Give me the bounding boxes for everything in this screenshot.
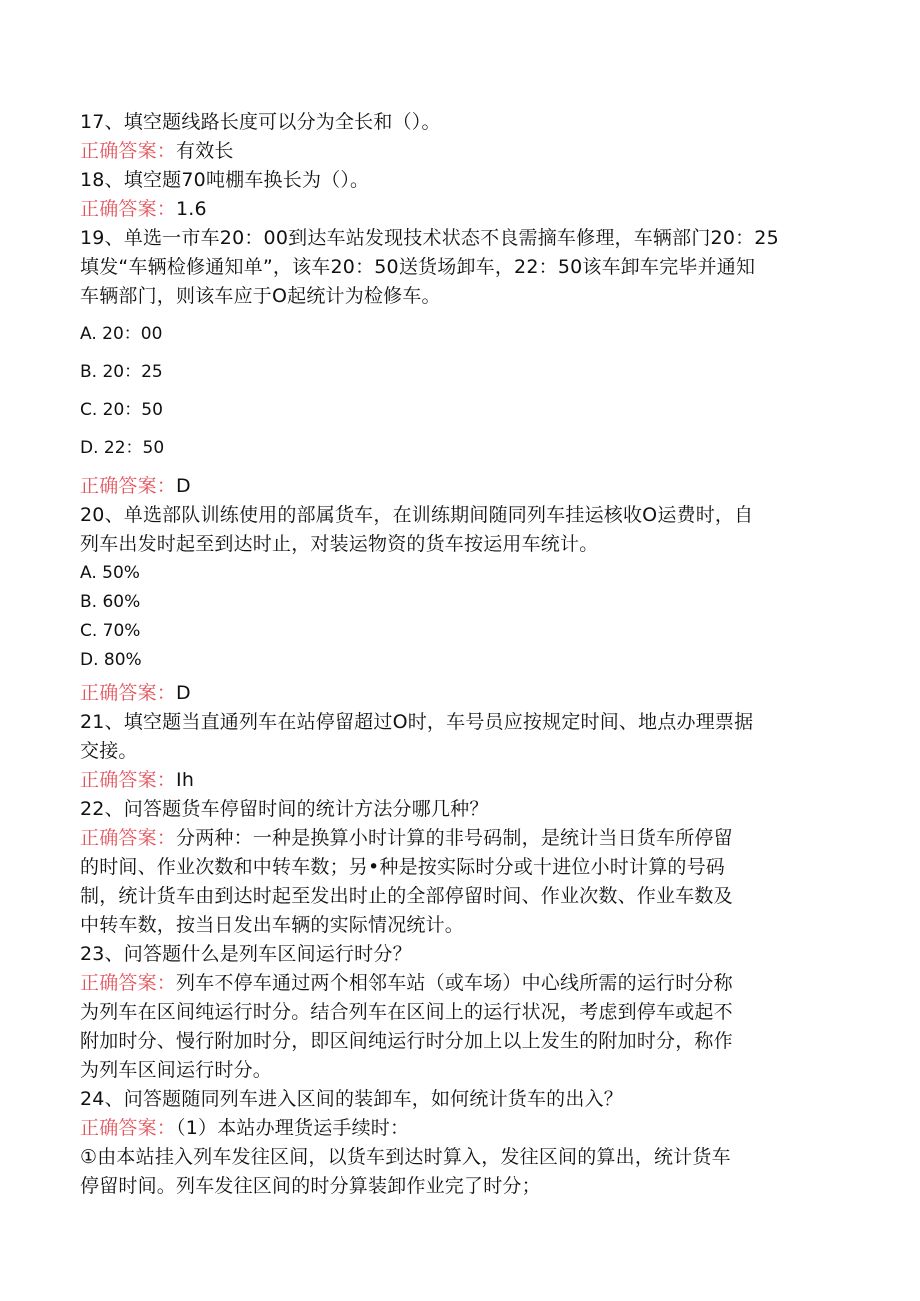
answer-label: 正确答案： bbox=[80, 682, 177, 704]
question-22: 22、问答题货车停留时间的统计方法分哪几种？ bbox=[80, 798, 489, 820]
question-18: 18、填空题70吨棚车换长为（）。 bbox=[80, 169, 370, 191]
answer-18: 正确答案：1.6 bbox=[80, 198, 207, 220]
answer-22-line-3: 制，统计货车由到达时起至发出时止的全部停留时间、作业次数、作业车数及 bbox=[80, 885, 733, 907]
question-21-line-1: 21、填空题当直通列车在站停留超过O时，车号员应按规定时间、地点办理票据 bbox=[80, 711, 754, 733]
question-20-line-1: 20、单选部队训练使用的部属货车，在训练期间随同列车挂运核收O运费时，自 bbox=[80, 504, 754, 526]
option-20-d: D. 80% bbox=[80, 650, 142, 670]
answer-23-line-4: 为列车区间运行时分。 bbox=[80, 1059, 273, 1081]
answer-label: 正确答案： bbox=[80, 769, 177, 791]
answer-21: 正确答案：Ih bbox=[80, 769, 195, 791]
option-20-c: C. 70% bbox=[80, 621, 141, 641]
option-19-a: A. 20：00 bbox=[80, 324, 163, 344]
question-17: 17、填空题线路长度可以分为全长和（）。 bbox=[80, 111, 441, 133]
option-19-d: D. 22：50 bbox=[80, 438, 165, 458]
question-20-line-2: 列车出发时起至到达时止，对装运物资的货车按运用车统计。 bbox=[80, 533, 599, 555]
answer-label: 正确答案： bbox=[80, 972, 177, 994]
question-19-line-1: 19、单选一市车20：00到达车站发现技术状态不良需摘车修理，车辆部门20：25 bbox=[80, 227, 779, 249]
question-23: 23、问答题什么是列车区间运行时分？ bbox=[80, 943, 412, 965]
answer-24-line-3: 停留时间。列车发往区间的时分算装卸作业完了时分； bbox=[80, 1175, 541, 1197]
question-19-line-2: 填发“车辆检修通知单”，该车20：50送货场卸车，22：50该车卸车完毕并通知 bbox=[80, 256, 756, 278]
question-21-line-2: 交接。 bbox=[80, 740, 138, 762]
answer-23-line-2: 为列车在区间纯运行时分。结合列车在区间上的运行状况，考虑到停车或起不 bbox=[80, 1001, 733, 1023]
option-20-b: B. 60% bbox=[80, 592, 141, 612]
answer-label: 正确答案： bbox=[80, 475, 177, 497]
question-24: 24、问答题随同列车进入区间的装卸车，如何统计货车的出入？ bbox=[80, 1088, 623, 1110]
question-19-line-3: 车辆部门，则该车应于O起统计为检修车。 bbox=[80, 285, 441, 307]
option-20-a: A. 50% bbox=[80, 563, 140, 583]
option-19-b: B. 20：25 bbox=[80, 362, 163, 382]
answer-23-line-1: 正确答案：列车不停车通过两个相邻车站（或车场）中心线所需的运行时分称 bbox=[80, 972, 733, 994]
answer-label: 正确答案： bbox=[80, 140, 177, 162]
answer-label: 正确答案： bbox=[80, 198, 177, 220]
answer-22-line-1: 正确答案：分两种：一种是换算小时计算的非号码制，是统计当日货车所停留 bbox=[80, 827, 733, 849]
answer-23-line-3: 附加时分、慢行附加时分，即区间纯运行时分加上以上发生的附加时分，称作 bbox=[80, 1030, 733, 1052]
answer-24-line-1: 正确答案：（1）本站办理货运手续时： bbox=[80, 1117, 410, 1139]
answer-22-line-2: 的时间、作业次数和中转车数；另•种是按实际时分或十进位小时计算的号码 bbox=[80, 856, 726, 878]
document-page bbox=[80, 108, 840, 1201]
answer-20: 正确答案：D bbox=[80, 682, 191, 704]
answer-22-line-4: 中转车数，按当日发出车辆的实际情况统计。 bbox=[80, 914, 465, 936]
answer-17: 正确答案：有效长 bbox=[80, 140, 234, 162]
answer-label: 正确答案： bbox=[80, 827, 177, 849]
option-19-c: C. 20：50 bbox=[80, 400, 163, 420]
answer-19: 正确答案：D bbox=[80, 475, 191, 497]
answer-24-line-2: ①由本站挂入列车发往区间，以货车到达时算入，发往区间的算出，统计货车 bbox=[80, 1146, 731, 1168]
answer-label: 正确答案： bbox=[80, 1117, 177, 1139]
